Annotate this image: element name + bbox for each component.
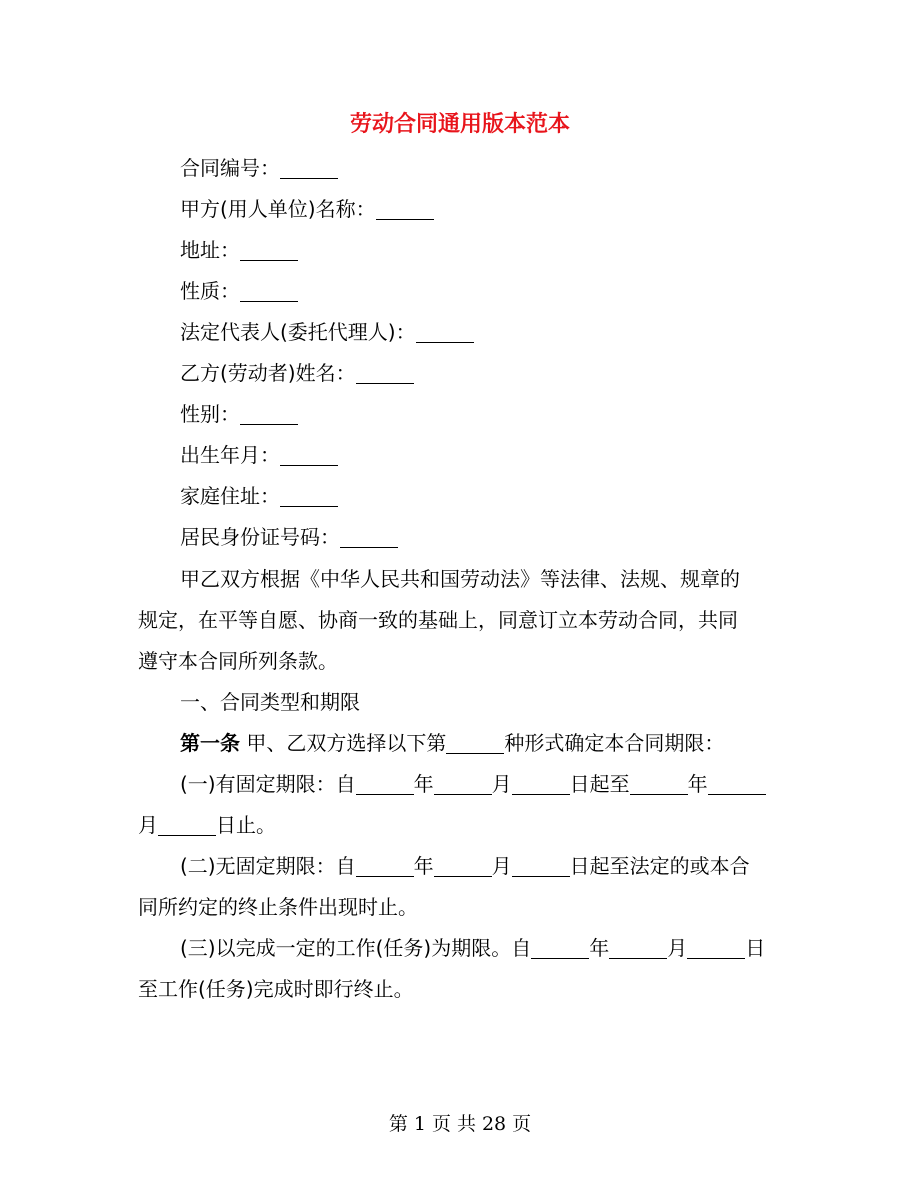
blank-line [356, 772, 414, 795]
item-text: (二)无固定期限：自 [180, 854, 356, 878]
field-label: 性别： [180, 402, 240, 426]
blank-line [356, 854, 414, 877]
blank-line [446, 731, 504, 754]
article-1 [180, 723, 788, 764]
item-3-line-1 [180, 928, 788, 969]
item-text: 年 [413, 772, 434, 796]
item-text: 月 [667, 936, 688, 960]
blank-line [609, 936, 667, 959]
field-address [180, 230, 788, 271]
blank-line [240, 402, 298, 425]
blank-line [280, 156, 338, 179]
item-text: (一)有固定期限：自 [180, 772, 356, 796]
blank-line [531, 936, 589, 959]
item-text: (三)以完成一定的工作(任务)为期限。自 [180, 936, 532, 960]
footer-text: 页 [431, 1113, 451, 1135]
blank-line [340, 525, 398, 548]
field-label: 甲方(用人单位)名称： [180, 197, 376, 221]
page-total: 28 [481, 1113, 507, 1135]
item-2-line-1 [180, 846, 788, 887]
field-label: 地址： [180, 238, 240, 262]
preamble-line-2: 规定，在平等自愿、协商一致的基础上，同意订立本劳动合同，共同 [138, 608, 738, 632]
blank-line [280, 484, 338, 507]
item-text: 日 [745, 936, 766, 960]
field-contract-no [180, 148, 788, 189]
field-birth [180, 435, 788, 476]
blank-line [434, 854, 492, 877]
field-label: 乙方(劳动者)姓名： [180, 361, 356, 385]
field-label: 出生年月： [180, 443, 280, 467]
footer-text: 页 [512, 1113, 532, 1135]
field-label: 性质： [180, 279, 240, 303]
item-text: 日起至法定的或本合 [569, 854, 750, 878]
item-1-line-2 [138, 805, 788, 846]
article-text: 种形式确定本合同期限： [504, 731, 725, 755]
field-gender [180, 394, 788, 435]
blank-line [376, 197, 434, 220]
document-title: 劳动合同通用版本范本 [349, 111, 570, 137]
field-label: 居民身份证号码： [180, 525, 340, 549]
field-nature [180, 271, 788, 312]
item-text: 月 [491, 854, 512, 878]
blank-line [280, 443, 338, 466]
item-text: 月 [491, 772, 512, 796]
blank-line [240, 279, 298, 302]
blank-line [512, 854, 570, 877]
item-text: 月 [138, 813, 158, 837]
blank-line [240, 238, 298, 261]
page-number: 1 [413, 1113, 426, 1135]
field-label: 家庭住址： [180, 484, 280, 508]
blank-line [630, 772, 688, 795]
item-3-line-2: 至工作(任务)完成时即行终止。 [138, 977, 414, 1001]
field-party-a-name [180, 189, 788, 230]
blank-line [434, 772, 492, 795]
field-label: 法定代表人(委托代理人)： [180, 320, 416, 344]
field-party-b-name [180, 353, 788, 394]
article-text: 甲、乙双方选择以下第 [240, 731, 447, 755]
field-legal-rep [180, 312, 788, 353]
blank-line [416, 320, 474, 343]
blank-line [708, 772, 766, 795]
article-label: 第一条 [180, 731, 240, 755]
footer-text: 共 [456, 1113, 476, 1135]
field-id-number [180, 517, 788, 558]
item-text: 年 [413, 854, 434, 878]
item-text: 年 [687, 772, 708, 796]
preamble-line-3: 遵守本合同所列条款。 [138, 649, 338, 673]
blank-line [512, 772, 570, 795]
blank-line [687, 936, 745, 959]
item-text: 日起至 [569, 772, 630, 796]
preamble-line-1: 甲乙双方根据《中华人民共和国劳动法》等法律、法规、规章的 [180, 567, 740, 591]
item-text: 年 [589, 936, 610, 960]
blank-line [356, 361, 414, 384]
item-1-line-1 [180, 764, 788, 805]
item-text: 日止。 [216, 813, 276, 837]
item-2-line-2: 同所约定的终止条件出现时止。 [138, 895, 418, 919]
field-label: 合同编号： [180, 156, 280, 180]
page-footer [0, 1109, 920, 1139]
footer-text: 第 [388, 1113, 408, 1135]
blank-line [158, 813, 216, 836]
field-home-address [180, 476, 788, 517]
section-heading: 一、合同类型和期限 [180, 690, 360, 714]
